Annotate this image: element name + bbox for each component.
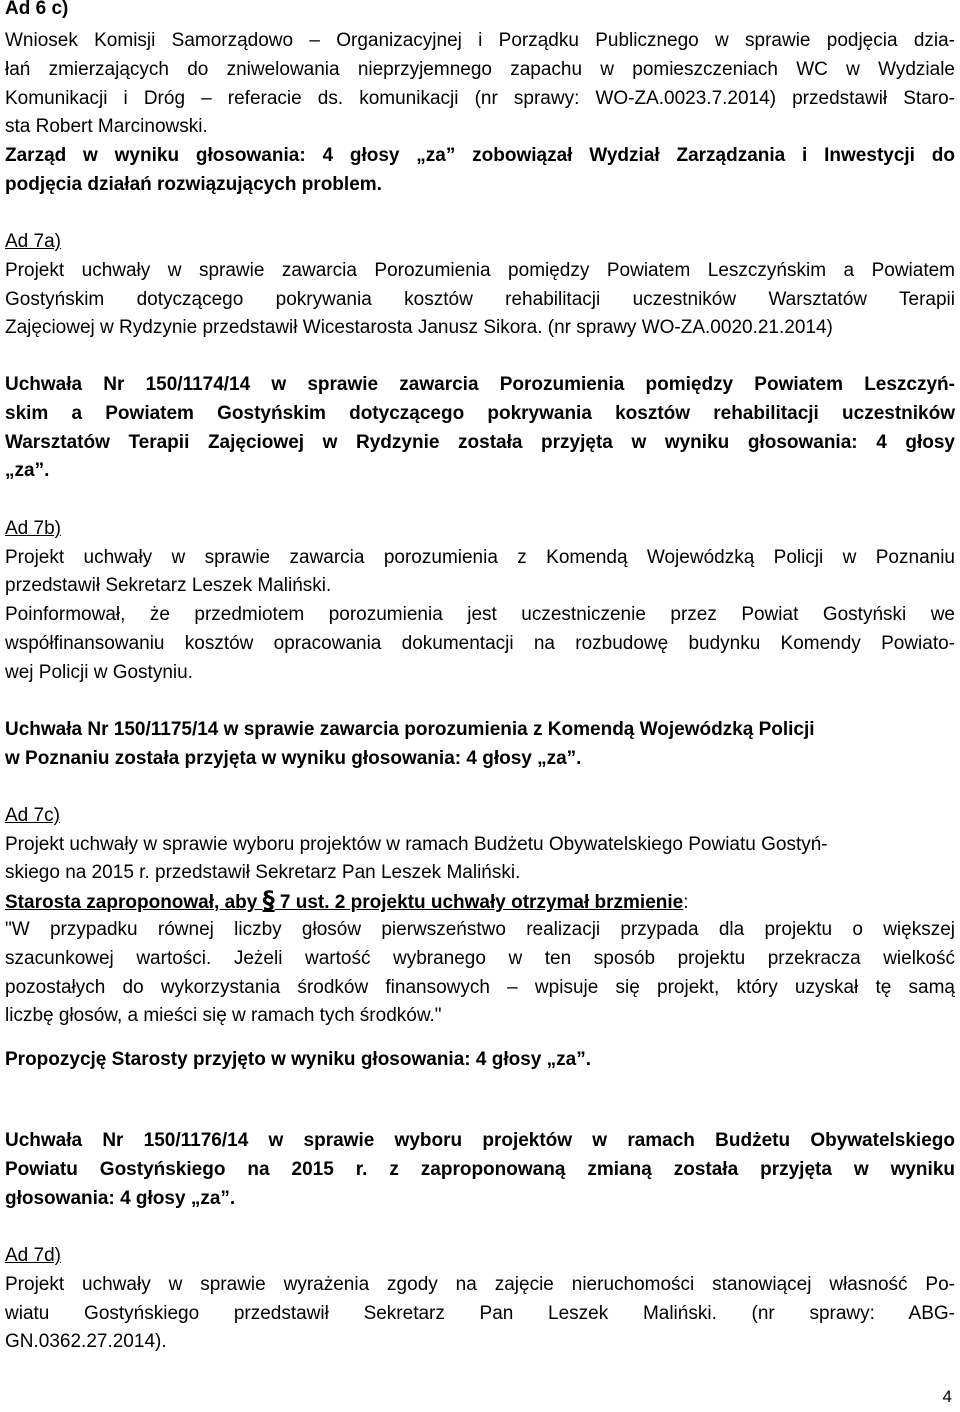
heading-ad-7d: Ad 7d) — [5, 1245, 61, 1266]
resolution-line: w Poznaniu została przyjęta w wyniku głosowania: 4 głosy „za”. — [5, 748, 582, 769]
resolution-line: Uchwała Nr 150/1175/14 w sprawie zawarcia porozumienia z Komendą Wojewódzką Policji — [5, 719, 815, 740]
decision-line: Zarząd w wyniku głosowania: 4 głosy „za” zobowiązał Wydział Zarządzania i Inwestycji do — [5, 145, 955, 166]
paragraph-line: Projekt uchwały w sprawie zawarcia Porozumienia pomiędzy Powiatem Leszczyńskim a Powiatem — [5, 260, 955, 281]
paragraph-line: Zajęciowej w Rydzynie przedstawił Wicestarosta Janusz Sikora. (nr sprawy WO-ZA.0020.21.2014) — [5, 317, 833, 338]
resolution-line: Uchwała Nr 150/1174/14 w sprawie zawarcia Porozumienia pomiędzy Powiatem Leszczyń- — [5, 374, 955, 395]
paragraph-line: przedstawił Sekretarz Leszek Maliński. — [5, 575, 332, 596]
resolution-line: „za”. — [5, 460, 50, 481]
resolution-line: Powiatu Gostyńskiego na 2015 r. z zaproponowaną zmianą została przyjęta w wyniku — [5, 1159, 955, 1180]
heading-ad-7c: Ad 7c) — [5, 805, 60, 826]
proposal-text: Starosta zaproponował, aby — [5, 892, 263, 913]
resolution-line: głosowania: 4 głosy „za”. — [5, 1188, 236, 1209]
paragraph-line: Projekt uchwały w sprawie wyrażenia zgody na zajęcie nieruchomości stanowiącej własność Po- — [5, 1274, 955, 1295]
quote-line: liczbę głosów, a mieści się w ramach tych środków." — [5, 1005, 442, 1026]
paragraph-line: sta Robert Marcinowski. — [5, 116, 208, 137]
paragraph-line: Projekt uchwały w sprawie wyboru projektów w ramach Budżetu Obywatelskiego Powiatu Gostyń- — [5, 834, 828, 855]
proposal-colon: : — [683, 892, 689, 913]
quote-line: pozostałych do wykorzystania środków finansowych – wpisuje się projekt, który uzyskał tę samą — [5, 977, 955, 998]
resolution-line: skim a Powiatem Gostyńskim dotyczącego pokrywania kosztów rehabilitacji uczestników — [5, 403, 955, 424]
paragraph-line: Gostyńskim dotyczącego pokrywania kosztów rehabilitacji uczestników Warsztatów Terapii — [5, 289, 955, 310]
info-line: wej Policji w Gostyniu. — [5, 662, 193, 683]
page-number: 4 — [942, 1387, 952, 1406]
quote-line: szacunkowej wartości. Jeżeli wartość wybranego w ten sposób projektu przekracza wielkość — [5, 948, 955, 969]
heading-ad-6c: Ad 6 c) — [5, 0, 69, 19]
paragraph-line: skiego na 2015 r. przedstawił Sekretarz Pan Leszek Maliński. — [5, 862, 521, 883]
proposal-line — [5, 886, 955, 915]
quote-line: "W przypadku równej liczby głosów pierwszeństwo realizacji przypada dla projektu o większej — [5, 919, 955, 940]
resolution-line: Warsztatów Terapii Zajęciowej w Rydzynie została przyjęta w wyniku głosowania: 4 głosy — [5, 432, 955, 453]
paragraph-line: GN.0362.27.2014). — [5, 1331, 167, 1352]
info-line: współfinansowaniu kosztów opracowania dokumentacji na rozbudowę budynku Komendy Powiato- — [5, 633, 955, 654]
paragraph-line: Komunikacji i Dróg – referacie ds. komunikacji (nr sprawy: WO-ZA.0023.7.2014) przedstawił Staro- — [5, 88, 955, 109]
decision-line: podjęcia działań rozwiązujących problem. — [5, 174, 382, 195]
acceptance-line: Propozycję Starosty przyjęto w wyniku głosowania: 4 głosy „za”. — [5, 1049, 591, 1070]
heading-ad-7a: Ad 7a) — [5, 231, 61, 252]
proposal-text: 7 ust. 2 projektu uchwały otrzymał brzmienie — [274, 892, 684, 913]
paragraph-line: wiatu Gostyńskiego przedstawił Sekretarz Pan Leszek Maliński. (nr sprawy: ABG- — [5, 1303, 955, 1324]
paragraph-line: Wniosek Komisji Samorządowo – Organizacyjnej i Porządku Publicznego w sprawie podjęcia dzia- — [5, 30, 955, 51]
paragraph-line: Projekt uchwały w sprawie zawarcia porozumienia z Komendą Wojewódzką Policji w Poznaniu — [5, 547, 955, 568]
heading-ad-7b: Ad 7b) — [5, 518, 61, 539]
info-line: Poinformował, że przedmiotem porozumienia jest uczestniczenie przez Powiat Gostyński we — [5, 604, 955, 625]
section-sign: § — [262, 886, 275, 914]
resolution-line: Uchwała Nr 150/1176/14 w sprawie wyboru projektów w ramach Budżetu Obywatelskiego — [5, 1130, 955, 1151]
paragraph-line: łań zmierzających do zniwelowania nieprzyjemnego zapachu w pomieszczeniach WC w Wydziale — [5, 59, 955, 80]
